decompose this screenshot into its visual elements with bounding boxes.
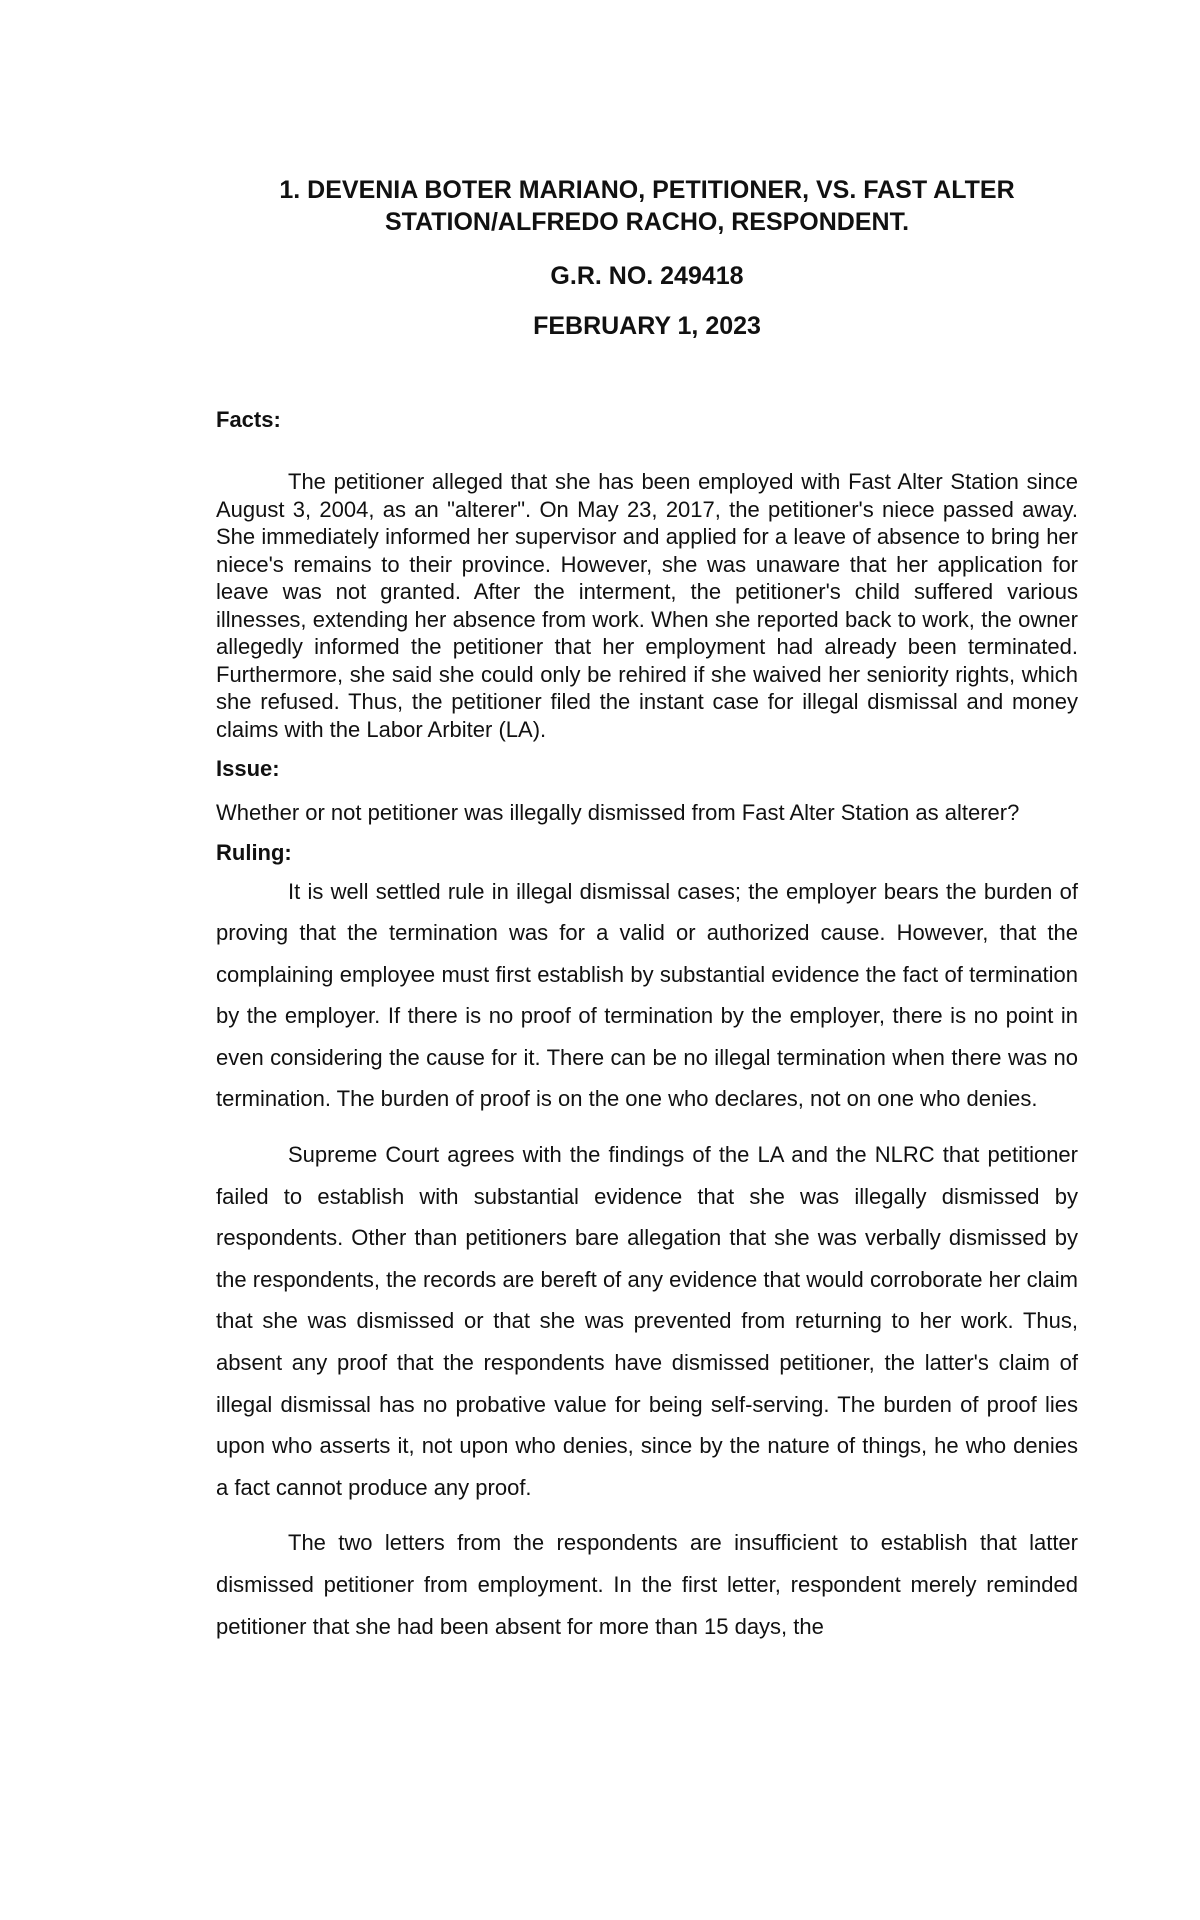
document-content: [216, 174, 1078, 1647]
ruling-heading: Ruling:: [216, 839, 292, 865]
facts-heading: Facts:: [216, 407, 281, 432]
facts-paragraph: The petitioner alleged that she has been employed with Fast Alter Station since August 3, 2004, as an "alterer". On May 23, 2017, the petitioner's niece passed away. She immediately informed her supervisor and applied for a leave of absence to bring her niece's remains to their province. However, she was unaware that her application for leave was not granted. After the interment, the petitioner's child suffered various illnesses, extending her absence from work. When she reported back to work, the owner allegedly informed the petitioner that her employment had already been terminated. Furthermore, she said she could only be rehired if she waived her seniority rights, which she refused. Thus, the petitioner filed the instant case for illegal dismissal and money claims with the Labor Arbiter (LA).: [216, 469, 1078, 742]
case-title: 1. DEVENIA BOTER MARIANO, PETITIONER, VS. FAST ALTER STATION/ALFREDO RACHO, RESPONDENT.: [279, 176, 1015, 236]
ruling-paragraph: Supreme Court agrees with the findings of the LA and the NLRC that petitioner failed to establish with substantial evidence that she was illegally dismissed by respondents. Other than petitioners bare allegation that she was verbally dismissed by the respondents, the records are bereft of any evidence that would corroborate her claim that she was dismissed or that she was prevented from returning to her work. Thus, absent any proof that the respondents have dismissed petitioner, the latter's claim of illegal dismissal has no probative value for being self-serving. The burden of proof lies upon who asserts it, not upon who denies, since by the nature of things, he who denies a fact cannot produce any proof.: [216, 1142, 1078, 1500]
case-header: [216, 174, 1078, 342]
issue-heading: Issue:: [216, 756, 280, 781]
issue-paragraph: Whether or not petitioner was illegally dismissed from Fast Alter Station as alterer?: [216, 800, 1020, 825]
ruling-paragraph: The two letters from the respondents are insufficient to establish that latter dismissed petitioner from employment. In the first letter, respondent merely reminded petitioner that she had been absent for more than 15 days, the: [216, 1530, 1078, 1639]
gr-number: G.R. NO. 249418: [550, 262, 744, 290]
decision-date: FEBRUARY 1, 2023: [533, 312, 761, 340]
ruling-paragraph: It is well settled rule in illegal dismissal cases; the employer bears the burden of proving that the termination was for a valid or authorized cause. However, that the complaining employee must first establish by substantial evidence the fact of termination by the employer. If there is no proof of termination by the employer, there is no point in even considering the cause for it. There can be no illegal termination when there was no termination. The burden of proof is on the one who declares, not on one who denies.: [216, 878, 1078, 1112]
